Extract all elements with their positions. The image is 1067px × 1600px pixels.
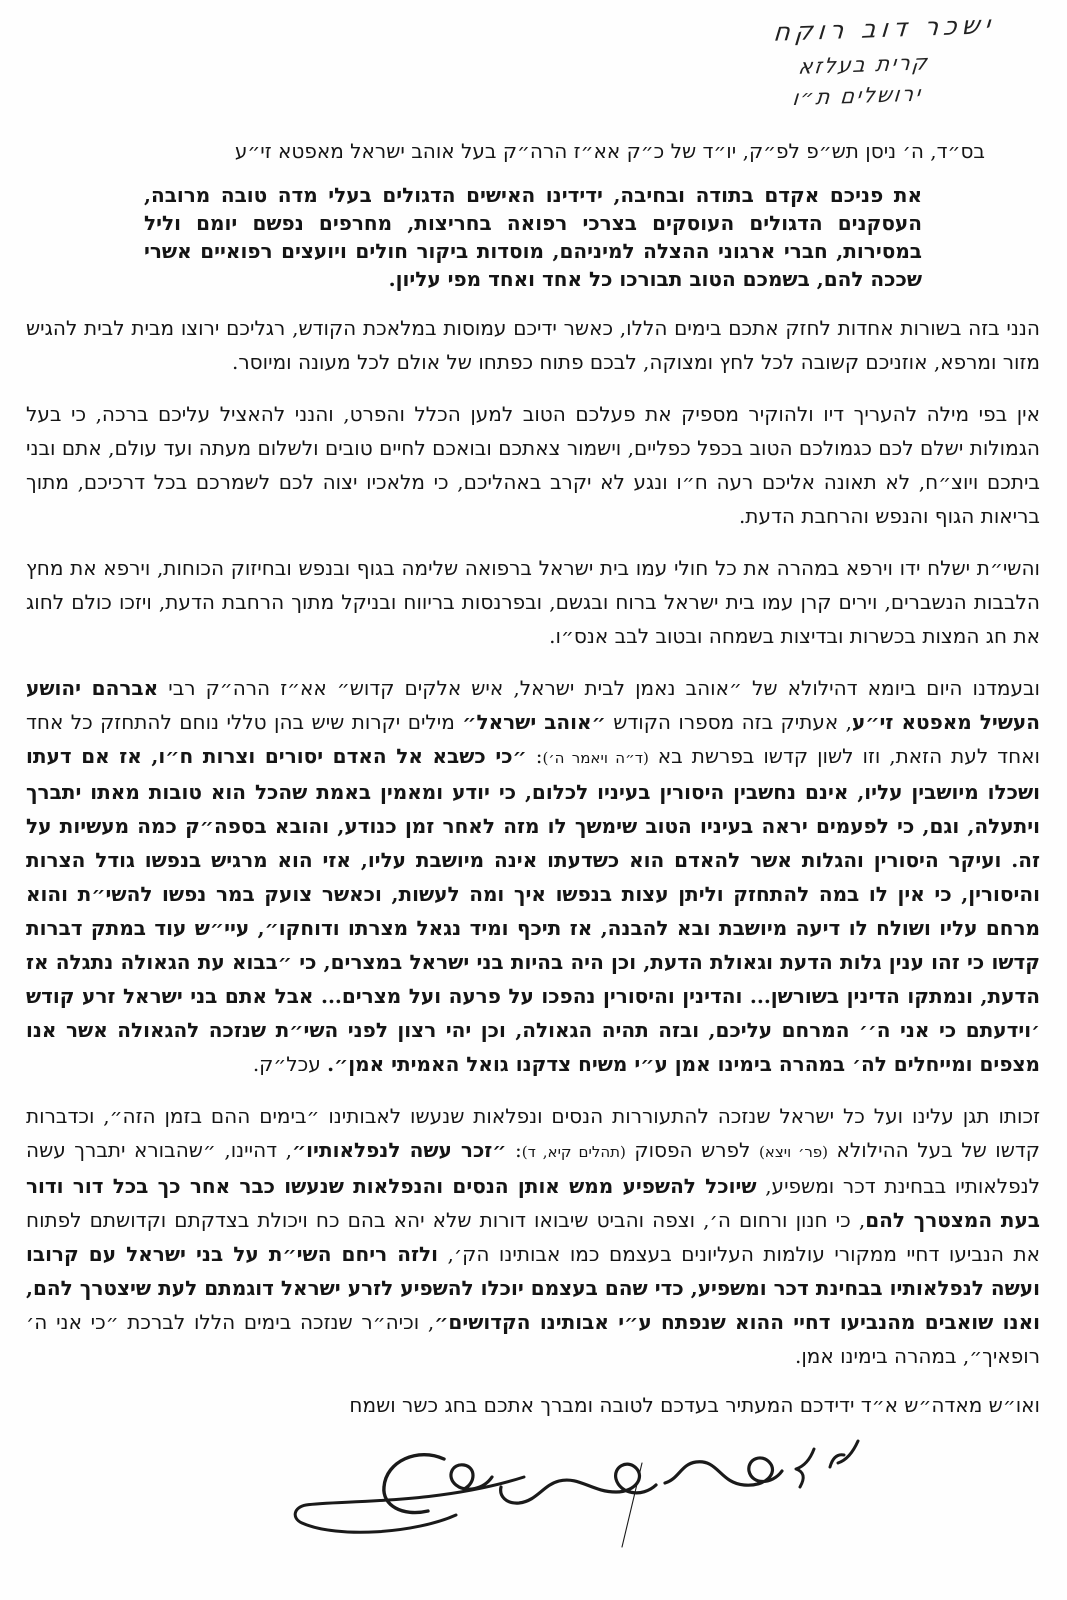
text-segment: והשי״ת ישלח ידו וירפא במהרה את כל חולי עמו בית ישראל ברפואה שלימה בגוף ובנפש ובחיזוק הכוחות, וירפא את מחץ הלבבות הנשברים, וירים קרן עמו בית ישראל ברוח ובגשם, ובפרנסות בריווח ובניקל מתוך הרחבת הדעת, ויזכו כולם לחוג את חג המצות בכשרות ובדיצות בשמחה ובטוב לבב אנס״ו. (26, 556, 1040, 648)
text-segment: (פר׳ ויצא) (758, 1143, 829, 1161)
paragraph-refuah (26, 551, 1040, 653)
text-segment: : (526, 744, 543, 768)
text-segment: זכותו תגן עלינו ועל כל ישראל שנזכה להתעוררות הנסים ונפלאות שנעשו לאבותינו ״בימים ההם בזמן הזה״, וכדברות קדשו של בעל ההילולא (26, 1104, 1040, 1162)
text-segment: , אעתיק בזה מספרו הקודש (605, 710, 853, 734)
text-segment: מילים יקרות שיש בהן טללי נוחם להתחזק כל אחד ואחד לעת הזאת, וזו לשון קדשו בפרשת בא (26, 710, 1040, 768)
handwritten-signature-icon (194, 1423, 894, 1549)
text-segment: ולזה ריחם השי״ת על בני ישראל עם קרובו ועשה לנפלאותיו בבחינת דכר ומשפיע, כדי שהם בעצמם יוכלו להשפיע לזרע ישראל דוגמתם לעת שיצטרך להם, ואנו שואבים מהנביעו דחיי ההוא שנפתח ע״י אבותינו הקדושים״ (26, 1242, 1040, 1334)
text-segment: שיוכל להשפיע ממש אותן הנסים והנפלאות שנעשו כבר אחר כך בכל דור ודור בעת המצטרך להם (26, 1174, 1040, 1232)
text-segment: ״כי כשבא אל האדם יסורים וצרות ח״ו, אז אם דעתו ושכלו מיושבין עליו, אינם נחשבין היסורין בעיניו לכלום, כי יודע ומאמין באמת שהכל הוא טובות מאתו יתברך ויתעלה, וגם, כי לפעמים יראה בעיניו הטוב שימשך לו מזה לאחר זמן כנודע, והובא בספה״ק כמה מעשיות על זה. ועיקר היסורין והגלות אשר להאדם הוא כשדעתו אינה מיושבת עליו, אזי הוא מרגיש בנפשו גודל הצרות והיסורין, כי אין לו במה להתחזק וליתן עצות בנפשו איך ומה לעשות, וכאשר צועק במר נפשו להשי״ת והוא מרחם עליו ושולח לו דיעה מיושבת ובא להבנה, אז תיכף ומיד נגאל מצרתו ודוחקו״, עיי״ש עוד במתק דברות קדשו כי זהו ענין גלות הדעת וגאולת הדעת, וכן היה בהיות בני ישראל במצרים, כי ״בבוא עת הגאולה נתגלה אז הדעת, ונמתקו הדינין בשורשן... והדינין והיסורין נהפכו על פרעה ועל מצרים... אבל אתם בני ישראל זרע קודש ׳וידעתם כי אני ה׳׳ המרחם עליכם, ובזה תהיה הגאולה, וכן יהי רצון לפני השי״ת שנזכה להגאולה אשר אנו מצפים ומייחלים לה׳ במהרה בימינו אמן ע״י משיח צדקנו גואל האמיתי אמן״. (26, 744, 1040, 1076)
text-segment: אברהם יהושע העשיל מאפטא זי״ע (26, 676, 1040, 734)
signature-area (26, 1421, 1040, 1551)
text-segment: (תהלים קיא, ד) (521, 1143, 626, 1161)
letterhead-place: קרית בעלזא (797, 50, 931, 79)
paragraph-chizuk (26, 311, 1040, 379)
paragraph-opening-tribute (144, 181, 922, 293)
closing-line: ואו״ש מאדה״ש א״ד ידידכם המעתיר בעדכם לטובה ומברך אתכם בחג כשר ושמח (349, 1393, 1040, 1417)
text-segment: , וכיה״ר שנזכה בימים הללו לברכת ״כי אני ה׳ רופאיך״, במהרה בימינו אמן. (26, 1310, 1040, 1368)
paragraph-ohev-yisroel-quote (26, 671, 1040, 1081)
text-segment: לפרש הפסוק (625, 1138, 759, 1162)
text-segment: ובעמדנו היום ביומא דהילולא של ״אוהב נאמן לבית ישראל, איש אלקים קדוש״ אא״ז הרה״ק רבי (158, 676, 1041, 700)
text-segment: ״אוהב ישראל״ (462, 710, 606, 734)
text-segment: , דהיינו, ״שהבורא יתברך עשה לנפלאותיו בבחינת דכר ומשפיע, (26, 1138, 1040, 1198)
letterhead-name: ישכר דוב רוקח (772, 9, 997, 47)
text-segment: עכל״ק. (252, 1052, 328, 1076)
text-segment: את פניכם אקדם בתודה ובחיבה, ידידינו האישים הדגולים בעלי מדה טובה מרובה, העסקנים הדגולים העוסקים בצרכי רפואה בחריצות, מחרפים נפשם יומם וליל במסירות, חברי ארגוני ההצלה למיניהם, מוסדות ביקור חולים ויועצים רפואיים אשרי שככה להם, בשמכם הטוב תבורכו כל אחד ואחד מפי עליון. (144, 183, 923, 291)
text-segment: ״זכר עשה לנפלאותיו״ (291, 1138, 507, 1162)
letterhead-city: ירושלים ת״ו (791, 81, 924, 111)
text-segment: אין בפי מילה להעריך דיו ולהוקיר מספיק את פעלכם הטוב למען הכלל והפרט, והנני להאציל עליכם ברכה, כי בעל הגמולות ישלם לכם כגמולכם הטוב בכפל כפליים, וישמור צאתכם ובואכם לחיים טובים ולשלום מעתה ועד עולם, אתם ובני ביתכם ויוצ״ח, לא תאונה אליכם רעה ח״ו ונגע לא יקרב באהליכם, כי מלאכיו יצוה לכם לשמרכם בכל דרכיכם, מתוך בריאות הגוף והנפש והרחבת הדעת. (26, 402, 1040, 528)
text-segment: , כי חנון ורחום ה׳, וצפה והביט שיבואו דורות שלא יהא בהם כח ויכולת בצדקתם וקדושתם לפתוח את הנביעו דחיי ממקורי עולמות העליונים בעצמם כמו אבותינו הק׳, (26, 1208, 1040, 1266)
date-line: בס״ד, ה׳ ניסן תש״פ לפ״ק, יו״ד של כ״ק אא״ז הרה״ק בעל אוהב ישראל מאפטא זי״ע (234, 139, 985, 163)
handwritten-letterhead (746, 9, 1016, 111)
text-segment: : (506, 1138, 522, 1162)
text-segment: הנני בזה בשורות אחדות לחזק אתכם בימים הללו, כאשר ידיכם עמוסות במלאכת הקודש, רגליכם ירוצו מבית לבית להגיש מזור ומרפא, אוזניכם קשובה לכל לחץ ומצוקה, לבכם פתוח כפתחו של אולם לכל מעונה ומיוסר. (26, 316, 1040, 374)
letter-body (26, 181, 1040, 1373)
paragraph-brocho (26, 397, 1040, 533)
paragraph-zechuso (26, 1099, 1040, 1373)
text-segment: (ד״ה ויאמר ה׳) (542, 749, 649, 767)
